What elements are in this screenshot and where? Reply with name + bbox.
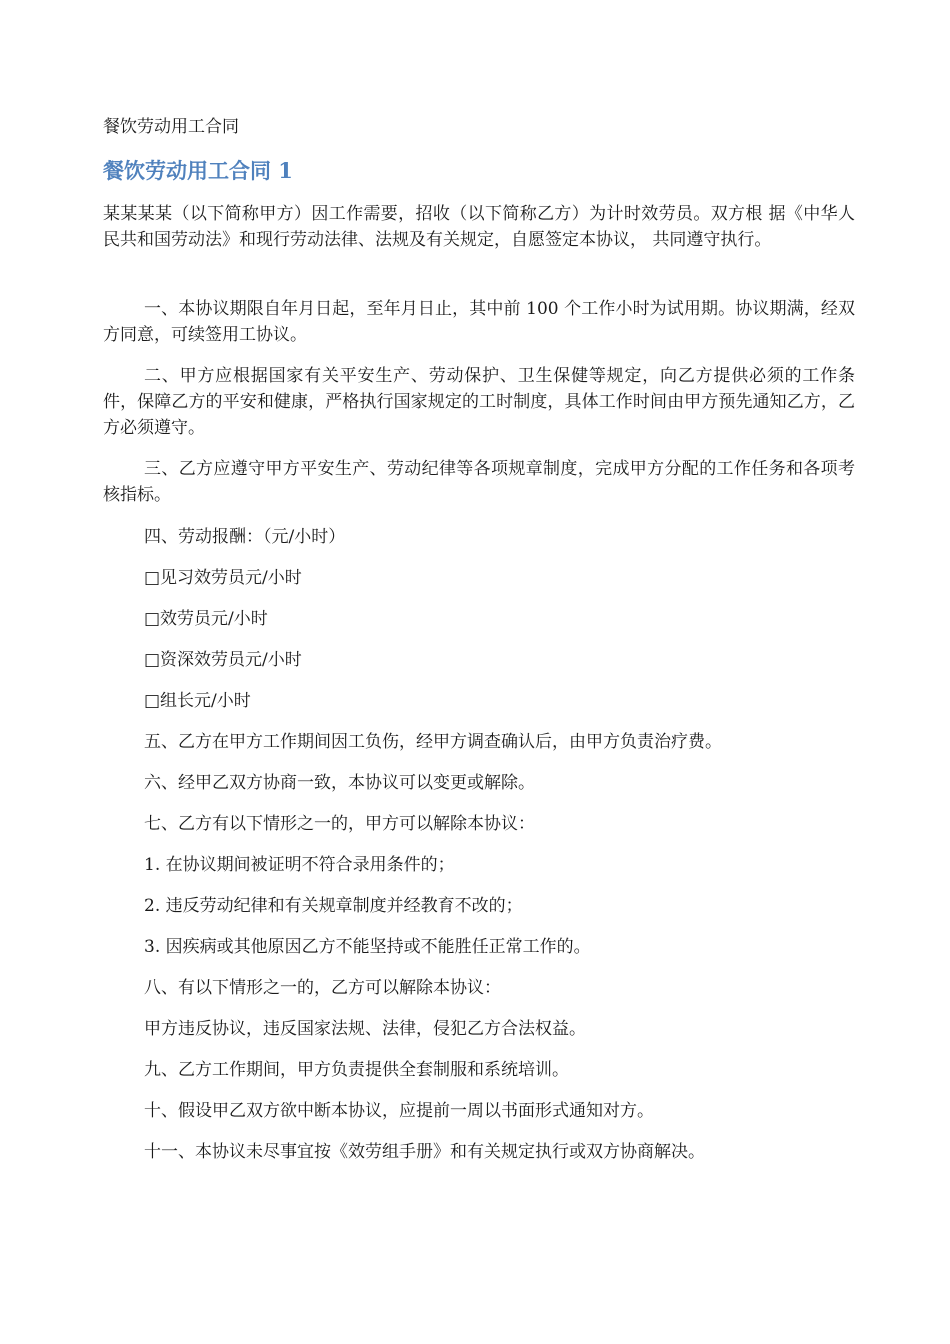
clause-3: 三、乙方应遵守甲方平安生产、劳动纪律等各项规章制度，完成甲方分配的工作任务和各项考核指标。	[103, 459, 855, 505]
pay-option: □效劳员元/小时	[144, 609, 268, 629]
clause-9: 九、乙方工作期间，甲方负责提供全套制服和系统培训。	[144, 1060, 569, 1080]
clause-8-detail: 甲方违反协议，违反国家法规、法律，侵犯乙方合法权益。	[144, 1019, 586, 1039]
clause-7-item: 2. 违反劳动纪律和有关规章制度并经教育不改的；	[144, 896, 523, 916]
clause-7-item: 3. 因疾病或其他原因乙方不能坚持或不能胜任正常工作的。	[144, 937, 591, 957]
clause-7: 七、乙方有以下情形之一的，甲方可以解除本协议：	[144, 814, 535, 834]
clause-2: 二、甲方应根据国家有关平安生产、劳动保护、卫生保健等规定，向乙方提供必须的工作条件，保障乙方的平安和健康，严格执行国家规定的工时制度，具体工作时间由甲方预先通知乙方，乙方必须遵守。	[103, 366, 855, 438]
document-title: 餐饮劳动用工合同	[103, 117, 239, 137]
clause-4: 四、劳动报酬：（元/小时）	[144, 527, 346, 547]
clause-1: 一、本协议期限自年月日起，至年月日止，其中前 100 个工作小时为试用期。协议期满，经双方同意，可续签用工协议。	[103, 299, 855, 345]
clause-8: 八、有以下情形之一的，乙方可以解除本协议：	[144, 978, 501, 998]
pay-option: □资深效劳员元/小时	[144, 650, 302, 670]
pay-option: □组长元/小时	[144, 691, 251, 711]
clause-10: 十、假设甲乙双方欲中断本协议，应提前一周以书面形式通知对方。	[144, 1101, 654, 1121]
clause-6: 六、经甲乙双方协商一致，本协议可以变更或解除。	[144, 773, 535, 793]
intro-paragraph: 某某某某（以下简称甲方）因工作需要，招收（以下简称乙方）为计时效劳员。双方根 据《中华人民共和国劳动法》和现行劳动法律、法规及有关规定，自愿签定本协议， 共同遵守执行。	[103, 204, 855, 250]
clause-11: 十一、本协议未尽事宜按《效劳组手册》和有关规定执行或双方协商解决。	[144, 1142, 705, 1162]
pay-option: □见习效劳员元/小时	[144, 568, 302, 588]
document-heading: 餐饮劳动用工合同 1	[103, 158, 293, 183]
clause-5: 五、乙方在甲方工作期间因工负伤，经甲方调查确认后，由甲方负责治疗费。	[144, 732, 722, 752]
clause-7-item: 1. 在协议期间被证明不符合录用条件的；	[144, 855, 455, 875]
